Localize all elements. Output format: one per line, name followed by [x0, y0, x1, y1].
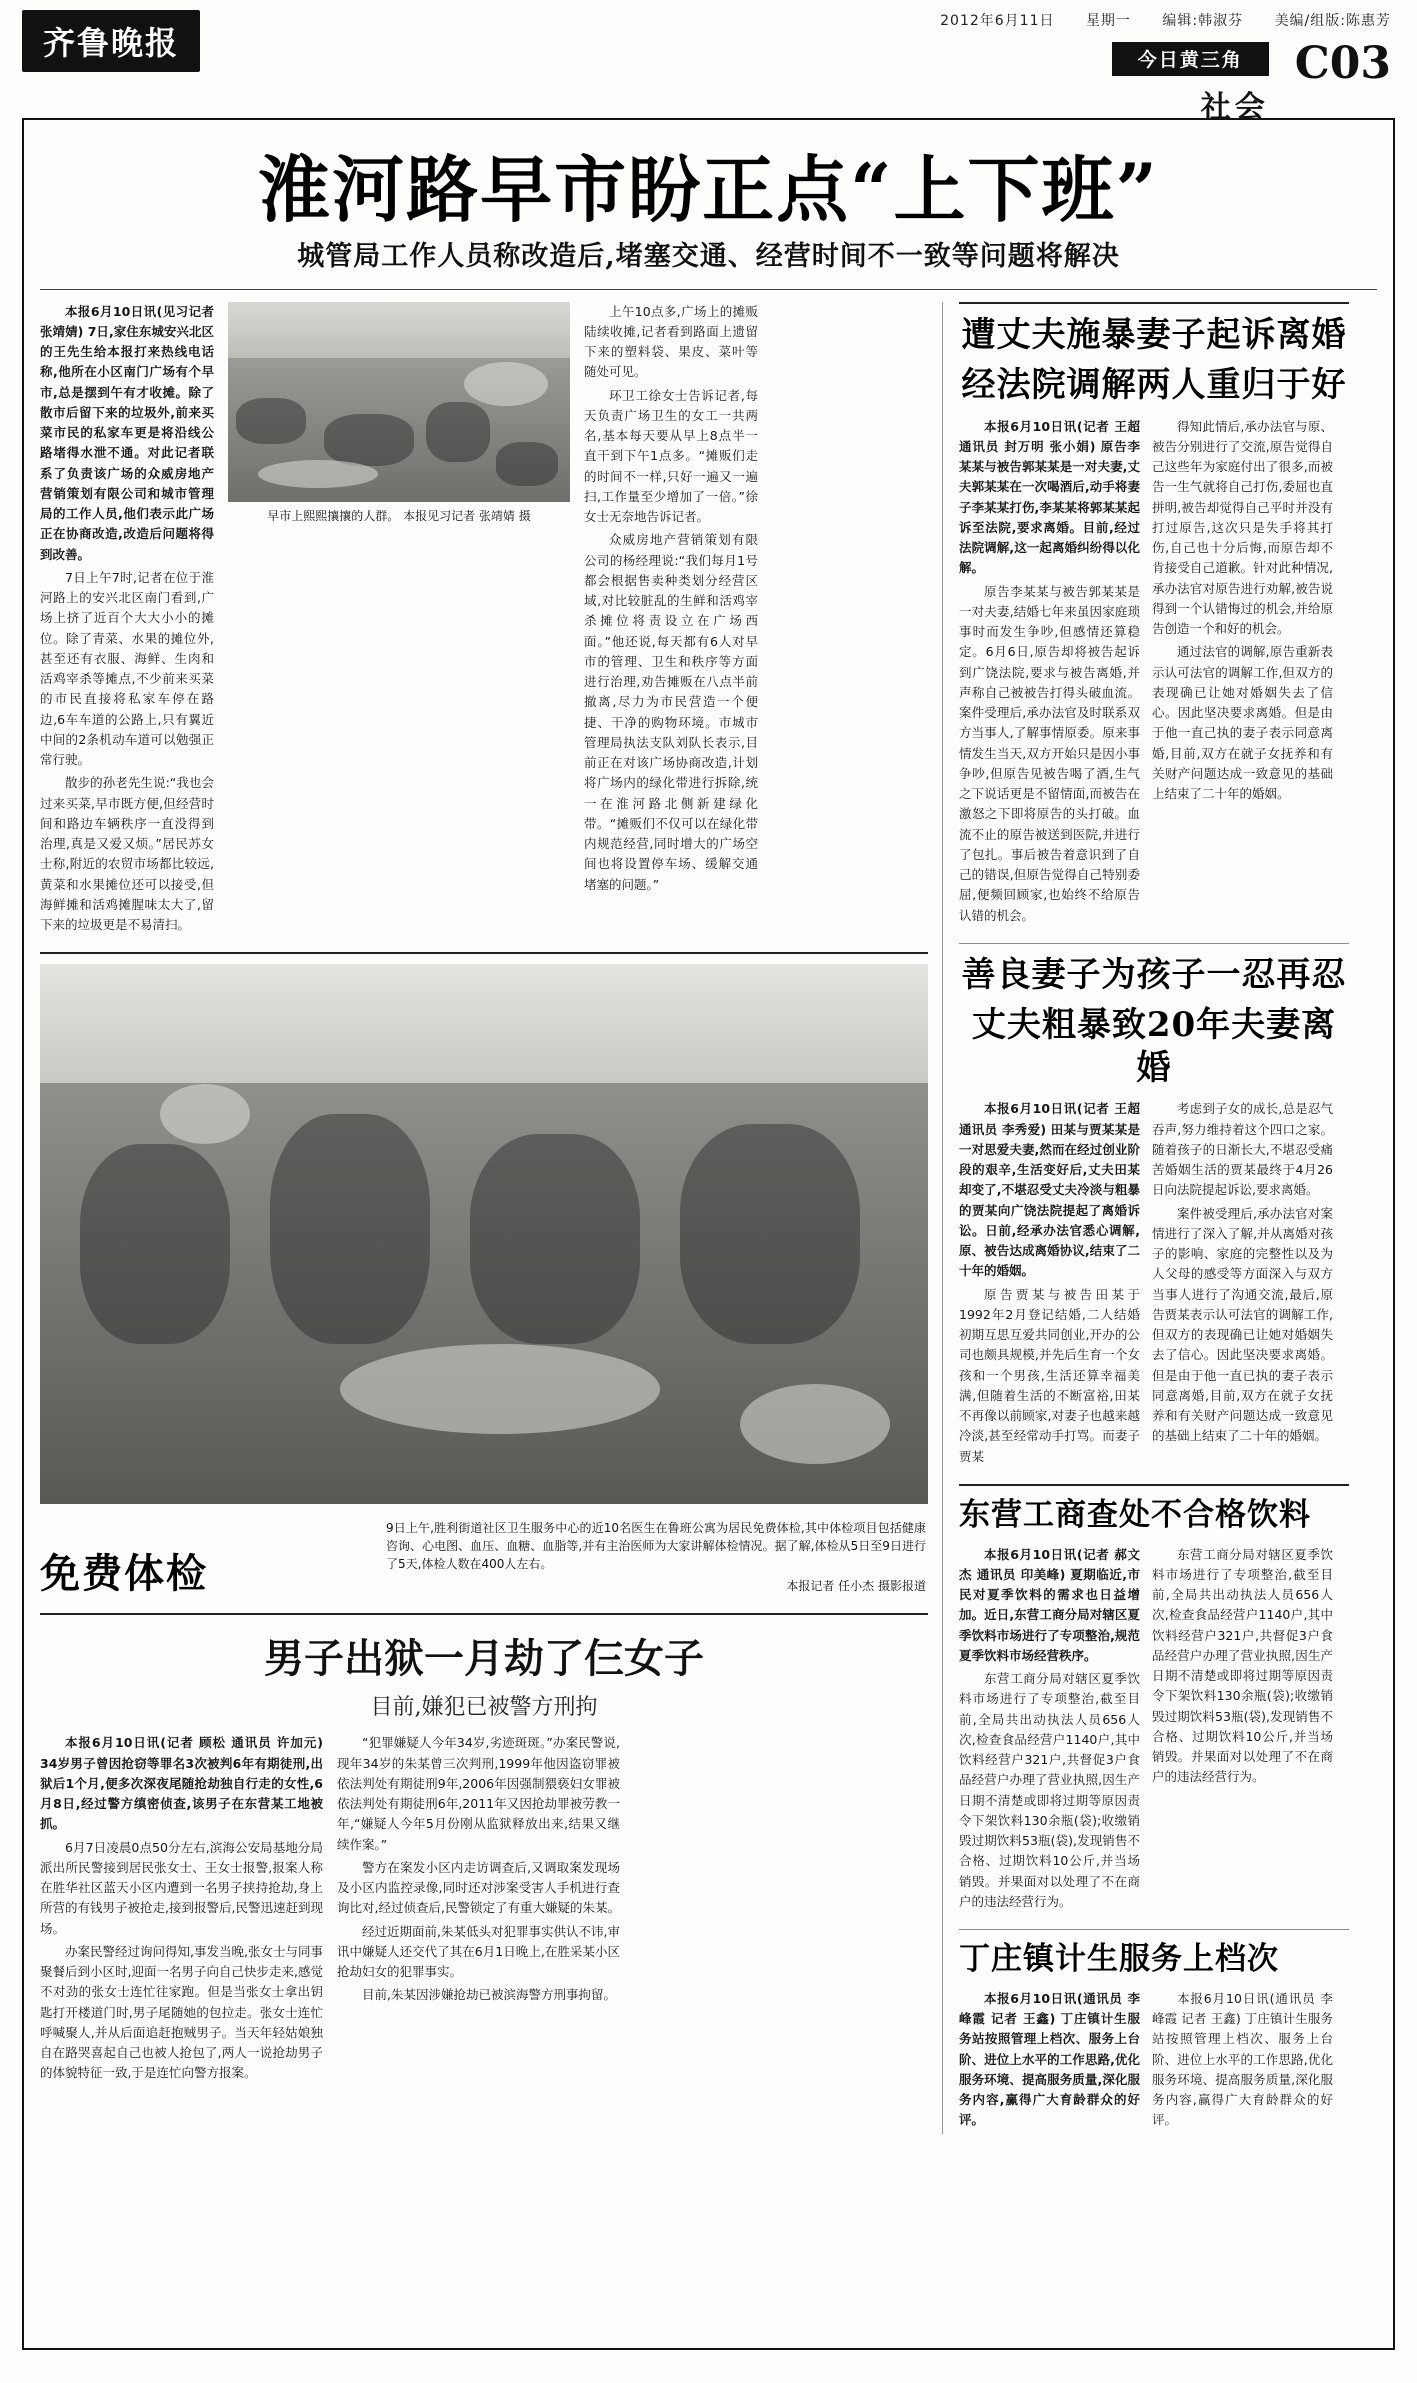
- supplement-badge: 今日黄三角: [1112, 42, 1269, 76]
- crime-col-2: [337, 1733, 620, 2086]
- photo-credit: 本报记者 任小杰 摄影报道: [786, 1579, 926, 1594]
- paragraph: “犯罪嫌疑人今年34岁,劣迹斑斑。”办案民警说,现年34岁的朱某曾三次判刑,1999年他因盗窃罪被依法判处有期徒刑9年,2006年因强制猥亵妇女罪被依法判处有期徒刑6年,2011年又因抢劫罪被劳教一年,“嫌疑人今年5月份刚从监狱释放出来,结果又继续作案。”: [337, 1735, 620, 1852]
- crime-story-headline: 男子出狱一月劫了仨女子: [264, 1635, 704, 1683]
- photo-shape: [236, 398, 306, 444]
- page-number: C03: [1294, 38, 1391, 89]
- lead-col-2: [584, 302, 758, 939]
- photo-shape: [496, 442, 558, 486]
- photo-shape: [426, 402, 490, 462]
- issue-date: 2012年6月11日: [940, 13, 1055, 29]
- lead-paragraph: 本报6月10日讯(见习记者 张靖婧) 7日,家住东城安兴北区的王先生给本报打来热线电话称,他所在小区南门广场有个早市,总是摆到午有才收摊。除了散市后留下来的垃圾外,前来买菜市民的私家车更是将沿线公路堵得水泄不通。对此记者联系了负责该广场的众威房地产营销策划有限公司和城市管理局的工作人员,他们表示此广场正在协商改造,改造后问题将得到改善。: [40, 303, 214, 562]
- lead-photo-block: [228, 302, 570, 939]
- divorce-headline-line2: 经法院调解两人重归于好: [961, 365, 1347, 406]
- market-photo-caption: 早市上熙熙攘攘的人群。 本报见习记者 张靖婧 摄: [267, 508, 531, 523]
- divider: [40, 952, 928, 954]
- paragraph: 散步的孙老先生说:“我也会过来买菜,早市既方便,但经营时间和路边车辆秩序一直没得到治理,真是又爱又烦。”居民苏女士称,附近的农贸市场都比较远,黄菜和水果摊位还可以接受,但海鲜摊和活鸡摊腥味太大了,留下来的垃圾更是不易清扫。: [40, 775, 214, 933]
- masthead-right: [914, 10, 1395, 126]
- right-zone: [942, 302, 1349, 2134]
- paragraph: 环卫工徐女士告诉记者,每天负责广场卫生的女工一共两名,基本每天要从早上8点半一直干到下午1点多。“摊贩们走的时间不一样,只好一遍又一遍扫,工作量至少增加了一倍。”徐女士无奈地告诉记者。: [584, 387, 758, 525]
- 20year-col-2: [1152, 1099, 1333, 1470]
- 20year-headline-line2: 丈夫粗暴致20年夫妻离婚: [971, 1005, 1337, 1088]
- paragraph: 众威房地产营销策划有限公司的杨经理说:“我们每月1号都会根据售卖种类划分经营区域,对比较脏乱的生鲜和活鸡宰杀摊位将责设立在广场西面。”他还说,每天都有6人对早市的管理、卫生和秩序等方面进行治理,劝告摊贩在八点半前撤离,尽力为市民营造一个便捷、干净的购物环境。市城市管理局执法支队刘队长表示,目前正在对该广场协商改造,计划将广场内的绿化带进行拆除,统一在淮河路北侧新建绿化带。“摊贩们不仅可以在绿化带内规范经营,同时增大的广场空间也将设置停车场、缓解交通堵塞的问题。”: [584, 532, 758, 892]
- paragraph: 考虑到子女的成长,总是忍气吞声,努力维持着这个四口之家。随着孩子的日渐长大,不堪忍受痛苦婚姻生活的贾某最终于4月26日向法院提起诉讼,要求离婚。: [1152, 1101, 1333, 1198]
- lead-col-1: [40, 302, 214, 939]
- free-health-check-title: 免费体检: [40, 1550, 208, 1598]
- paragraph: 目前,朱某因涉嫌抢劫已被滨海警方刑事拘留。: [362, 1987, 616, 2003]
- photo-shape: [740, 1384, 890, 1464]
- paragraph: 6月7日凌晨0点50分左右,滨海公安局基地分局派出所民警接到居民张女士、王女士报警,报案人称在胜华社区蓝天小区内遭到一名男子挟持抢劫,身上所营的有钱男子被抢走,接到报警后,民警迅速赶到现场。: [40, 1839, 323, 1936]
- lead-paragraph: 本报6月10日讯(通讯员 李峰霞 记者 王鑫) 丁庄镇计生服务站按照管理上档次、服务上台阶、进位上水平的工作思路,优化服务环境、提高服务质量,深化服务内容,赢得广大育龄群众的好评。: [959, 1990, 1140, 2128]
- photo-shape: [324, 414, 414, 466]
- photo-shape: [340, 1344, 660, 1434]
- lead-paragraph: 本报6月10日讯(记者 王超 通讯员 李秀爱) 田某与贾某某是一对思爱夫妻,然而在经过创业阶段的艰辛,生活变好后,丈夫田某却变了,不堪忍受丈夫冷淡与粗暴的贾某向广饶法院提起了离婚诉讼。日前,经承办法官悉心调解,原、被告达成离婚协议,结束了二十年的婚姻。: [959, 1101, 1140, 1279]
- paragraph: 得知此情后,承办法官与原、被告分别进行了交流,原告觉得自己这些年为家庭付出了很多,而被告一生气就将自己打伤,委屈也直拼明,被告却觉得自己平时并没有打过原告,这次只是失手将其打伤,自己也十分后悔,而原告却不肯接受自己道歉。针对此种情况,承办法官对原告进行劝解,被告说得到一个认错悔过的机会,并给原告创造一个和好的机会。: [1152, 418, 1333, 637]
- paragraph: 原告贾某与被告田某于1992年2月登记结婚,二人结婚初期互思互爱共同创业,开办的公司也颇具规模,并先后生育一个女孩和一个男孩,生活还算幸福美满,但随着生活的不断富裕,田某不再像以前顾家,对妻子也越来越冷淡,甚至经常动手打骂。而妻子贾某: [959, 1286, 1140, 1464]
- story-dingzhuang-service: [959, 1940, 1349, 2134]
- divorce-headline-line1: 遭丈夫施暴妻子起诉离婚: [961, 314, 1347, 355]
- lead-headline: 淮河路早市盼正点“上下班”: [258, 147, 1159, 232]
- health-check-caption-block: [40, 1514, 928, 1599]
- beverage-col-2: [1152, 1545, 1333, 1916]
- left-zone: [40, 302, 928, 2134]
- page-frame: [22, 118, 1395, 2350]
- 20year-headline-line1: 善良妻子为孩子一忍再忍: [961, 954, 1347, 995]
- photo-shape: [470, 1134, 640, 1344]
- beverage-col-1: [959, 1545, 1140, 1916]
- masthead: [22, 0, 1395, 125]
- dingzhuang-col-1: [959, 1989, 1140, 2134]
- 20year-col-1: [959, 1099, 1140, 1470]
- paragraph: 警方在案发小区内走访调查后,又调取案发现场及小区内监控录像,同时还对涉案受害人手机进行查询比对,经过侦查后,民警锁定了有重大嫌疑的朱某。: [337, 1859, 620, 1916]
- divorce-body: [959, 417, 1349, 929]
- story-beverage-inspection: [959, 1496, 1349, 1915]
- masthead-info-line: [914, 10, 1391, 30]
- paragraph: 上午10点多,广场上的摊贩陆续收摊,记者看到路面上遗留下来的塑料袋、果皮、菜叶等随处可见。: [584, 303, 758, 380]
- editor-credit: 编辑:韩淑芬: [1162, 13, 1244, 29]
- paragraph: 7日上午7时,记者在位于淮河路上的安兴北区南门看到,广场上挤了近百个大大小小的摊位。除了青菜、水果的摊位外,甚至还有衣服、海鲜、生肉和活鸡宰杀等摊点,不少前来买菜的市民直接将私家车停在路边,6车车道的公路上,只有翼近中间的2条机动车道可以勉强正常行驶。: [40, 569, 214, 768]
- lead-paragraph: 本报6月10日讯(记者 顾松 通讯员 许加元) 34岁男子曾因抢窃等罪名3次被判6年有期徒刑,出狱后1个月,便多次深夜尾随抢劫独自行走的女性,6月8日,经过警方缜密侦查,该男子在东营某工地被抓。: [40, 1735, 323, 1832]
- lead-paragraph: 本报6月10日讯(记者 王超 通讯员 封万明 张小娟) 原告李某某与被告郭某某是一对夫妻,丈夫郭某某在一次喝酒后,动手将妻子李某某打伤,李某某将郭某某起诉至法院,要求离婚。目前,经过法院调解,这一起离婚纠纷得以化解。: [959, 418, 1140, 576]
- paragraph: 本报6月10日讯(通讯员 李峰霞 记者 王鑫) 丁庄镇计生服务站按照管理上档次、服务上台阶、进位上水平的工作思路,优化服务环境、提高服务质量,深化服务内容,赢得广大育龄群众的好评。: [1152, 1990, 1333, 2128]
- lead-paragraph: 本报6月10日讯(记者 郝文杰 通讯员 印美峰) 夏期临近,市民对夏季饮料的需求也日益增加。近日,东营工商分局对辖区夏季饮料市场进行了专项整治,规范夏季饮料市场经营秩序。: [959, 1546, 1140, 1663]
- divider: [40, 1613, 928, 1615]
- market-photo: [228, 302, 570, 502]
- lead-subheadline: 城管局工作人员称改造后,堵塞交通、经营时间不一致等问题将解决: [297, 240, 1120, 272]
- photo-shape: [160, 1084, 250, 1144]
- divider: [959, 302, 1349, 304]
- section-title: 社会: [1200, 90, 1269, 125]
- health-check-photo: [40, 964, 928, 1504]
- dingzhuang-col-2: [1152, 1989, 1333, 2134]
- 20year-body: [959, 1099, 1349, 1470]
- paragraph: 东营工商分局对辖区夏季饮料市场进行了专项整治,截至目前,全局共出动执法人员656人次,检查食品经营户1140户,其中饮料经营户321户,共督促3户食品经营户办理了营业执照,因生产日期不清楚或即将过期等原因责令下架饮料130余瓶(袋);收缴销毁过期饮料53瓶(袋),发现销售不合格、过期饮料10公斤,并当场销毁。并果面对以处理了不在商户的违法经营行为。: [959, 1671, 1140, 1909]
- page-body: [40, 302, 1377, 2134]
- divider: [959, 1484, 1349, 1486]
- designer-credit: 美编/组版:陈惠芳: [1274, 13, 1391, 29]
- dingzhuang-body: [959, 1989, 1349, 2134]
- divider: [959, 943, 1349, 944]
- paragraph: 办案民警经过询问得知,事发当晚,张女士与同事聚餐后到小区时,迎面一名男子向自己快步走来,感觉不对劲的张女士连忙往家跑。但是当张女士拿出钥匙打开楼道门时,男子尾随她的包拉走。张女士连忙呼喊聚人,并从后面追赶抱贼男子。当天年轻姑娘独自在路哭喜起自己也被人抢包了,两人一说抢劫男子的体貌特征一致,于是连忙向警方报案。: [40, 1943, 323, 2081]
- photo-shape: [258, 460, 378, 488]
- paragraph: 通过法官的调解,原告重新表示认可法官的调解工作,但双方的表现确已让她对婚姻失去了信心。因此坚决要求离婚。但是由于他一直己执的妻子表示同意离婚,目前,双方在就子女抚养和有关财产问题达成一致意见的基础上结束了二十年的婚姻。: [1152, 644, 1333, 802]
- story-20year-divorce: [959, 954, 1349, 1470]
- paragraph: 东营工商分局对辖区夏季饮料市场进行了专项整治,截至目前,全局共出动执法人员656人次,检查食品经营户1140户,其中饮料经营户321户,共督促3户食品经营户办理了营业执照,因生产日期不清楚或即将过期等原因责令下架饮料130余瓶(袋);收缴销毁过期饮料53瓶(袋),发现销售不合格、过期饮料10公斤,并当场销毁。并果面对以处理了不在商户的违法经营行为。: [1152, 1546, 1333, 1785]
- issue-weekday: 星期一: [1085, 13, 1131, 29]
- badge-column: [1112, 42, 1269, 126]
- divider: [959, 1929, 1349, 1930]
- photo-shape: [80, 1144, 230, 1344]
- health-check-caption: 9日上午,胜利街道社区卫生服务中心的近10名医生在鲁班公寓为居民免费体检,其中体检项目包括健康咨询、心电图、血压、血糖、血脂等,并有主治医师为大家讲解体检情况。据了解,体检从5日至9日进行了5天,体检人数在400人左右。: [386, 1521, 926, 1572]
- crime-col-1: [40, 1733, 323, 2086]
- newspaper-logo: 齐鲁晚报: [22, 10, 200, 72]
- photo-shape: [270, 1114, 430, 1344]
- divorce-col-2: [1152, 417, 1333, 929]
- paragraph: 案件被受理后,承办法官对案情进行了深入了解,并从离婚对孩子的影响、家庭的完整性以及为人父母的感受等方面深入与双方当事人进行了沟通交流,最后,原告贾某表示认可法官的调解工作,但双方的表现确已让她对婚姻失去了信心。因此坚决要求离婚。但是由于他一直已执的妻子表示同意离婚,目前,双方在就子女抚养和有关财产问题达成一致意见的基础上结束了二十年的婚姻。: [1152, 1205, 1333, 1444]
- paragraph: 原告李某某与被告郭某某是一对夫妻,结婚七年来虽因家庭琐事时而发生争吵,但感情还算稳定。6月6日,原告却将被告起诉到广饶法院,要求与被告离婚,并声称自己被被告打得头破血流。案件受理后,承办法官及时联系双方当事人,了解事情原委。原来事情发生当天,双方开始只是因小事争吵,但原告见被告喝了酒,生气之下说话更是不留情面,而被告在激怒之下即将原告的头打破。血流不止的原告被送到医院,并进行了包扎。事后被告着意识到了自己的错误,但原告觉得自己特别委屈,便频回顾家,也始终不给原告认错的机会。: [959, 583, 1140, 923]
- divider: [40, 289, 1377, 290]
- photo-sky: [40, 964, 928, 1083]
- crime-story-subtitle: 目前,嫌犯已被警方刑拘: [370, 1695, 598, 1721]
- lead-story-block: [40, 302, 928, 939]
- story-divorce-mediation: [959, 314, 1349, 929]
- paragraph: 经过近期面前,朱某低头对犯罪事实供认不讳,审讯中嫌疑人还交代了其在6月1日晚上,在胜采某小区抢劫妇女的犯罪事实。: [337, 1923, 620, 1980]
- photo-shape: [464, 362, 548, 406]
- masthead-badges: [914, 38, 1391, 126]
- photo-sky: [228, 302, 570, 358]
- dingzhuang-headline: 丁庄镇计生服务上档次: [959, 1941, 1279, 1978]
- beverage-headline: 东营工商查处不合格饮料: [959, 1496, 1311, 1533]
- photo-shape: [680, 1124, 860, 1344]
- beverage-body: [959, 1545, 1349, 1916]
- crime-story-body: [40, 1733, 928, 2086]
- divorce-col-1: [959, 417, 1140, 929]
